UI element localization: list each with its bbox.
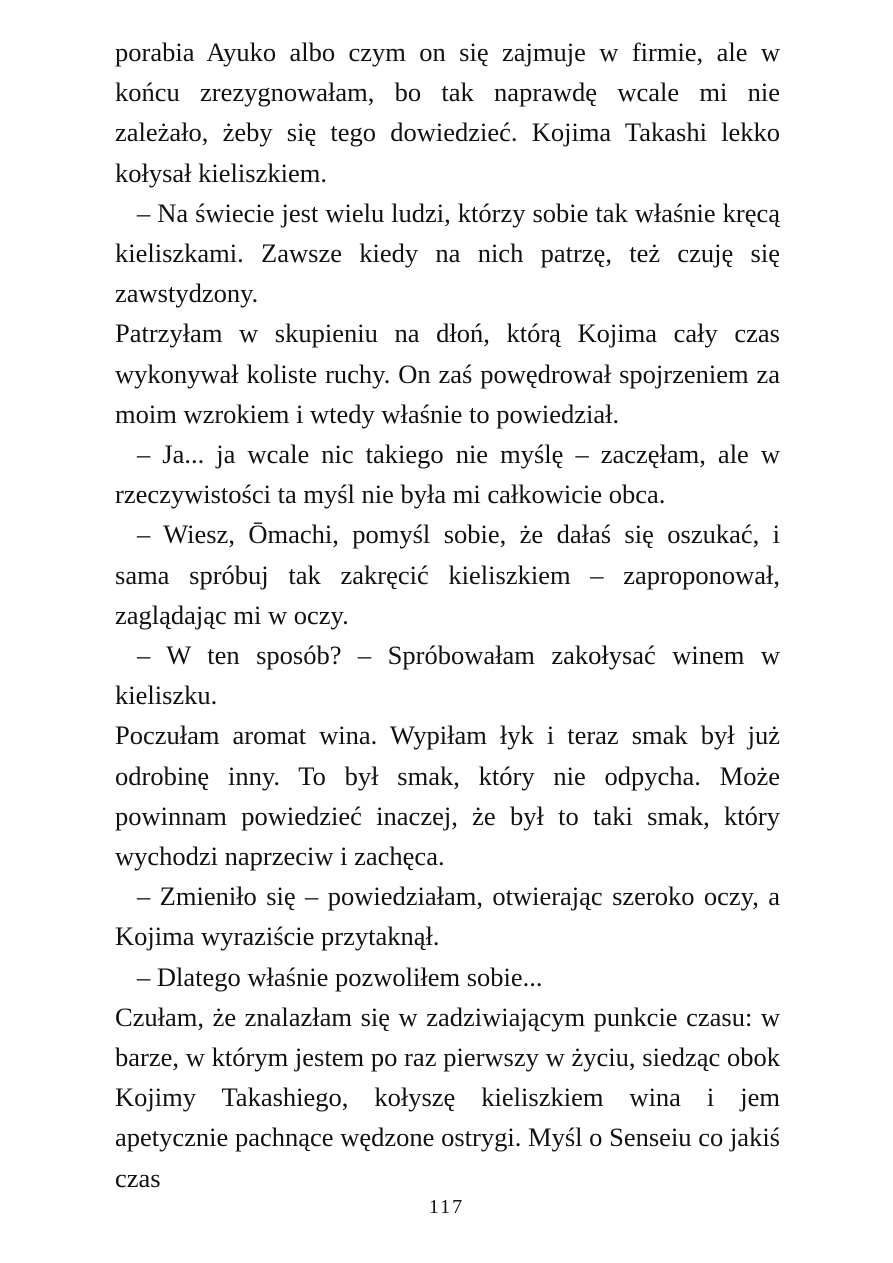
body-text [115,32,780,1198]
paragraph-6: – W ten sposób? – Spróbowałam zakołysać winem w kieliszku. [115,640,780,711]
paragraph-10: Czułam, że znalazłam się w zadziwiającym punkcie czasu: w barze, w którym jestem po raz pierwszy w życiu, siedząc obok Kojimy Takashiego, kołyszę kieliszkiem wina i jem apetycznie pachnące wędzone ostrygi. Myśl o Senseiu co jakiś czas [115,1001,780,1193]
paragraph-3: Patrzyłam w skupieniu na dłoń, którą Kojima cały czas wykonywał koliste ruchy. On zaś powędrował spojrzeniem za moim wzrokiem i wtedy właśnie to powiedział. [115,318,780,429]
page-number: 117 [428,1196,465,1218]
paragraph-7: Poczułam aromat wina. Wypiłam łyk i teraz smak był już odrobinę inny. To był smak, który nie odpycha. Może powinnam powiedzieć inaczej, że był to taki smak, który wychodzi naprzeciw i zachęca. [115,720,780,872]
paragraph-9: – Dlatego właśnie pozwoliłem sobie... [137,961,543,992]
paragraph-8: – Zmieniło się – powiedziałam, otwierając szeroko oczy, a Kojima wyraziście przytaknął. [115,881,780,952]
paragraph-5: – Wiesz, Ōmachi, pomyśl sobie, że dałaś się oszukać, i sama spróbuj tak zakręcić kieliszkiem – zaproponował, zaglądając mi w oczy. [115,519,780,630]
paragraph-1: porabia Ayuko albo czym on się zajmuje w firmie, ale w końcu zrezygnowałam, bo tak naprawdę wcale mi nie zależało, żeby się tego dowiedzieć. Kojima Takashi lekko kołysał kieliszkiem. [115,37,780,188]
paragraph-2: – Na świecie jest wielu ludzi, którzy sobie tak właśnie kręcą kieliszkami. Zawsze kiedy na nich patrzę, też czuję się zawstydzony. [115,197,780,309]
paragraph-4: – Ja... ja wcale nic takiego nie myślę – zaczęłam, ale w rzeczywistości ta myśl nie była mi całkowicie obca. [115,439,780,510]
